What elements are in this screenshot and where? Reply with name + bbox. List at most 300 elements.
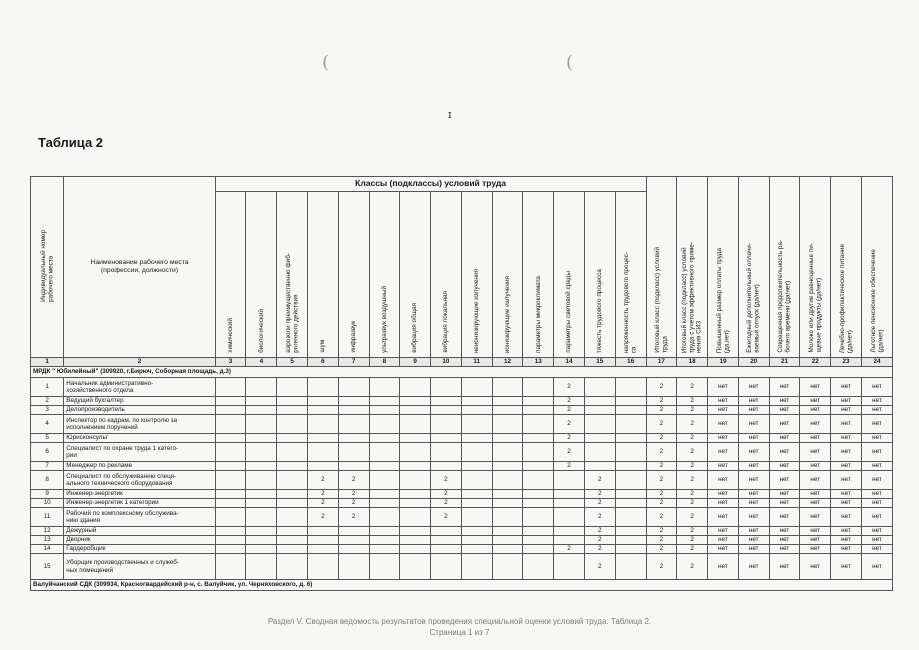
cell-benefit: нет xyxy=(769,508,800,527)
cell-class xyxy=(400,406,431,415)
cell-class xyxy=(523,378,554,397)
cell-final-class: 2 xyxy=(646,499,677,508)
cell-class xyxy=(554,490,585,499)
column-number: 1 xyxy=(31,358,64,367)
header-cell-factor xyxy=(615,192,646,358)
cell-benefit: нет xyxy=(861,434,892,443)
cell-benefit: нет xyxy=(769,406,800,415)
cell-final-class: 2 xyxy=(646,508,677,527)
cell-class: 2 xyxy=(554,443,585,462)
organization-row xyxy=(31,367,893,378)
cell-final-class: 2 xyxy=(646,545,677,554)
cell-class xyxy=(400,508,431,527)
column-number: 18 xyxy=(677,358,708,367)
cell-class xyxy=(615,462,646,471)
cell-class: 2 xyxy=(554,434,585,443)
cell-benefit: нет xyxy=(800,434,831,443)
cell-final-class: 2 xyxy=(646,434,677,443)
cell-class: 2 xyxy=(431,471,462,490)
cell-class xyxy=(338,415,369,434)
cell-benefit: нет xyxy=(800,545,831,554)
cell-class xyxy=(584,406,615,415)
cell-benefit: нет xyxy=(831,443,862,462)
header-cell-extra xyxy=(861,177,892,358)
cell-id: 1 xyxy=(31,378,64,397)
cell-class: 2 xyxy=(431,490,462,499)
cell-id: 5 xyxy=(31,434,64,443)
cell-class xyxy=(277,536,308,545)
cell-name: Менеджер по рекламе xyxy=(64,462,215,471)
column-number: 22 xyxy=(800,358,831,367)
cell-class xyxy=(215,415,246,434)
cell-class xyxy=(431,545,462,554)
header-cell-extra xyxy=(646,177,677,358)
cell-class xyxy=(307,415,338,434)
cell-final-class: 2 xyxy=(646,397,677,406)
cell-benefit: нет xyxy=(831,554,862,580)
cell-id: 2 xyxy=(31,397,64,406)
table-row xyxy=(31,508,893,527)
cell-class xyxy=(492,462,523,471)
cell-class xyxy=(523,397,554,406)
column-number: 4 xyxy=(246,358,277,367)
cell-name: Специалист по обслуживанию специ- ального технического оборудования xyxy=(64,471,215,490)
cell-id: 7 xyxy=(31,462,64,471)
cell-benefit: нет xyxy=(831,536,862,545)
cell-class xyxy=(246,462,277,471)
cell-class xyxy=(369,545,400,554)
organization-name: МРДК " Юбилейный" (309920, г.Бирюч, Соборная площадь, д.3) xyxy=(31,367,893,378)
cell-class: 2 xyxy=(584,527,615,536)
cell-id: 3 xyxy=(31,406,64,415)
column-number: 21 xyxy=(769,358,800,367)
cell-class xyxy=(215,536,246,545)
cell-class xyxy=(461,434,492,443)
cell-benefit: нет xyxy=(769,443,800,462)
cell-class xyxy=(554,499,585,508)
cell-benefit: нет xyxy=(769,434,800,443)
cell-benefit: нет xyxy=(831,434,862,443)
header-label: инфразвук xyxy=(349,321,357,353)
cell-class xyxy=(338,462,369,471)
cell-benefit: нет xyxy=(769,545,800,554)
cell-class xyxy=(431,397,462,406)
cell-class xyxy=(615,545,646,554)
cell-class xyxy=(523,443,554,462)
cell-class xyxy=(307,378,338,397)
column-number: 23 xyxy=(831,358,862,367)
cell-class xyxy=(615,471,646,490)
header-cell-factor xyxy=(400,192,431,358)
cell-class xyxy=(523,545,554,554)
footer-page-number: Страница 1 из 7 xyxy=(429,628,490,637)
cell-benefit: нет xyxy=(831,406,862,415)
cell-class xyxy=(615,499,646,508)
cell-benefit: нет xyxy=(800,554,831,580)
cell-benefit: нет xyxy=(769,499,800,508)
column-number: 8 xyxy=(369,358,400,367)
cell-name: Гардеробщик xyxy=(64,545,215,554)
cell-class xyxy=(246,545,277,554)
cell-class xyxy=(369,527,400,536)
cell-class: 2 xyxy=(338,508,369,527)
header-label: параметры световой среды xyxy=(565,271,573,353)
cell-class xyxy=(246,554,277,580)
cell-class: 2 xyxy=(584,536,615,545)
cell-class xyxy=(338,545,369,554)
cell-benefit: нет xyxy=(831,415,862,434)
cell-class xyxy=(307,462,338,471)
cell-class xyxy=(523,536,554,545)
cell-class xyxy=(461,508,492,527)
cell-benefit: нет xyxy=(800,378,831,397)
cell-class: 2 xyxy=(307,490,338,499)
cell-benefit: нет xyxy=(738,406,769,415)
cell-final-class-siz: 2 xyxy=(677,415,708,434)
cell-class xyxy=(461,471,492,490)
footer-caption: Раздел V. Сводная ведомость результатов проведения специальной оценки условий труда. Таблица 2. xyxy=(267,617,652,626)
cell-class xyxy=(338,406,369,415)
cell-benefit: нет xyxy=(738,471,769,490)
cell-class xyxy=(615,397,646,406)
cell-benefit: нет xyxy=(708,434,739,443)
cell-benefit: нет xyxy=(861,443,892,462)
cell-class xyxy=(615,536,646,545)
punch-hole-mark: ( xyxy=(566,52,574,73)
table-row xyxy=(31,443,893,462)
header-cell-factor xyxy=(338,192,369,358)
cell-class xyxy=(215,545,246,554)
cell-class xyxy=(492,406,523,415)
cell-class xyxy=(584,378,615,397)
header-cell-name: Наименование рабочего места (профессии, должности) xyxy=(64,177,215,358)
cell-class: 2 xyxy=(307,508,338,527)
cell-class xyxy=(369,499,400,508)
cell-class xyxy=(461,545,492,554)
cell-benefit: нет xyxy=(769,554,800,580)
cell-class xyxy=(492,443,523,462)
cell-benefit: нет xyxy=(738,536,769,545)
table-title: Таблица 2 xyxy=(38,135,104,150)
cell-benefit: нет xyxy=(738,490,769,499)
cell-class xyxy=(400,378,431,397)
header-label: напряженность трудового процес- са xyxy=(623,251,638,353)
header-label: Индивидуальный номер рабочего места xyxy=(39,229,55,302)
cell-final-class: 2 xyxy=(646,554,677,580)
cell-benefit: нет xyxy=(861,499,892,508)
cell-benefit: нет xyxy=(738,443,769,462)
column-number: 17 xyxy=(646,358,677,367)
cell-class xyxy=(369,508,400,527)
table-row xyxy=(31,434,893,443)
cell-class xyxy=(215,406,246,415)
cell-class xyxy=(400,499,431,508)
cell-benefit: нет xyxy=(861,406,892,415)
cell-class xyxy=(307,536,338,545)
table-row xyxy=(31,415,893,434)
table-row xyxy=(31,397,893,406)
cell-class xyxy=(277,508,308,527)
cell-class xyxy=(461,462,492,471)
header-label: Молоко или другие равноценные пи- щевые продукты (да/нет) xyxy=(807,243,823,353)
cell-class xyxy=(246,415,277,434)
cell-class xyxy=(277,471,308,490)
cell-benefit: нет xyxy=(831,499,862,508)
column-number: 15 xyxy=(584,358,615,367)
cell-class xyxy=(246,397,277,406)
cell-final-class: 2 xyxy=(646,490,677,499)
cell-benefit: нет xyxy=(800,406,831,415)
cell-class xyxy=(215,434,246,443)
header-cell-factor xyxy=(554,192,585,358)
cell-class xyxy=(461,397,492,406)
cell-class xyxy=(523,434,554,443)
cell-benefit: нет xyxy=(831,490,862,499)
cell-class xyxy=(461,378,492,397)
header-cell-factor xyxy=(461,192,492,358)
cell-benefit: нет xyxy=(831,471,862,490)
cell-class xyxy=(369,462,400,471)
cell-final-class-siz: 2 xyxy=(677,490,708,499)
cell-benefit: нет xyxy=(769,536,800,545)
cell-class xyxy=(277,434,308,443)
header-label: тяжесть трудового процесса xyxy=(596,268,604,353)
cell-benefit: нет xyxy=(861,490,892,499)
cell-class xyxy=(215,527,246,536)
cell-class xyxy=(431,378,462,397)
cell-class xyxy=(584,434,615,443)
column-number-row xyxy=(31,358,893,367)
cell-name: Делопроизводитель xyxy=(64,406,215,415)
header-cell-factor xyxy=(431,192,462,358)
cell-benefit: нет xyxy=(861,554,892,580)
cell-benefit: нет xyxy=(800,508,831,527)
cell-class xyxy=(523,406,554,415)
cell-id: 9 xyxy=(31,490,64,499)
cell-class xyxy=(461,554,492,580)
cell-id: 15 xyxy=(31,554,64,580)
cell-benefit: нет xyxy=(800,499,831,508)
cell-class xyxy=(523,415,554,434)
cell-class: 2 xyxy=(554,378,585,397)
cell-benefit: нет xyxy=(769,471,800,490)
cell-benefit: нет xyxy=(831,545,862,554)
cell-class xyxy=(369,490,400,499)
cell-benefit: нет xyxy=(769,378,800,397)
cell-class: 2 xyxy=(584,499,615,508)
column-number: 11 xyxy=(461,358,492,367)
cell-benefit: нет xyxy=(738,434,769,443)
cell-final-class-siz: 2 xyxy=(677,397,708,406)
cell-class xyxy=(431,462,462,471)
cell-benefit: нет xyxy=(708,443,739,462)
cell-class xyxy=(400,415,431,434)
cell-class xyxy=(277,554,308,580)
cell-class xyxy=(400,490,431,499)
cell-class xyxy=(431,443,462,462)
cell-final-class: 2 xyxy=(646,443,677,462)
cell-benefit: нет xyxy=(738,508,769,527)
cell-class xyxy=(277,406,308,415)
punch-hole-mark: ( xyxy=(322,52,330,73)
cell-class xyxy=(277,499,308,508)
cell-benefit: нет xyxy=(738,462,769,471)
cell-class xyxy=(215,490,246,499)
cell-class xyxy=(400,397,431,406)
header-cell-factor xyxy=(523,192,554,358)
cell-class xyxy=(338,536,369,545)
header-label: Итоговый класс (подкласс) условий труда с учетом эффективного приме- нения СИЗ xyxy=(681,241,703,353)
cell-final-class: 2 xyxy=(646,415,677,434)
table-row xyxy=(31,471,893,490)
cell-class xyxy=(523,554,554,580)
cell-class xyxy=(246,378,277,397)
cell-class xyxy=(615,490,646,499)
cell-final-class-siz: 2 xyxy=(677,508,708,527)
cell-class xyxy=(584,397,615,406)
cell-id: 10 xyxy=(31,499,64,508)
column-number: 16 xyxy=(615,358,646,367)
cell-class xyxy=(215,462,246,471)
cell-class xyxy=(615,508,646,527)
column-number: 5 xyxy=(277,358,308,367)
cell-id: 4 xyxy=(31,415,64,434)
cell-class xyxy=(615,415,646,434)
header-cell-extra xyxy=(831,177,862,358)
cell-class xyxy=(584,415,615,434)
cell-benefit: нет xyxy=(831,378,862,397)
cell-benefit: нет xyxy=(708,462,739,471)
cell-class xyxy=(400,536,431,545)
cell-class xyxy=(338,378,369,397)
cell-class xyxy=(554,527,585,536)
cell-class: 2 xyxy=(554,415,585,434)
header-label: аэрозоли преимущественно фиб- рогенного действия xyxy=(284,253,300,353)
cell-class xyxy=(338,434,369,443)
header-label: вибрация локальная xyxy=(442,291,450,353)
cell-class xyxy=(584,443,615,462)
column-number: 3 xyxy=(215,358,246,367)
header-cell-factor xyxy=(277,192,308,358)
cell-class xyxy=(369,554,400,580)
cell-class xyxy=(523,527,554,536)
cell-benefit: нет xyxy=(738,415,769,434)
cell-class xyxy=(492,490,523,499)
table-row xyxy=(31,490,893,499)
cell-class xyxy=(615,443,646,462)
header-cell-id xyxy=(31,177,64,358)
header-cell-factor xyxy=(307,192,338,358)
cell-final-class: 2 xyxy=(646,536,677,545)
header-label: Итоговый класс (подкласс) условий труда xyxy=(654,246,669,353)
cell-class: 2 xyxy=(307,471,338,490)
column-number: 9 xyxy=(400,358,431,367)
cell-benefit: нет xyxy=(861,415,892,434)
cell-benefit: нет xyxy=(861,471,892,490)
header-cell-factor xyxy=(584,192,615,358)
cell-benefit: нет xyxy=(800,471,831,490)
cell-benefit: нет xyxy=(708,406,739,415)
cell-class xyxy=(492,545,523,554)
cell-class xyxy=(554,508,585,527)
cell-class: 2 xyxy=(338,490,369,499)
cell-name: Инспектор по кадрам, по контролю за исполнением поручений xyxy=(64,415,215,434)
cell-id: 6 xyxy=(31,443,64,462)
cell-benefit: нет xyxy=(831,462,862,471)
header-label: ультразвук воздушный xyxy=(380,285,388,353)
cell-class xyxy=(369,536,400,545)
cell-class xyxy=(461,490,492,499)
cell-class xyxy=(215,443,246,462)
cell-name: Уборщик производственных и служеб- ных помещений xyxy=(64,554,215,580)
cell-name: Ведущий бухгалтер xyxy=(64,397,215,406)
cell-class xyxy=(307,397,338,406)
cell-class xyxy=(277,397,308,406)
cell-id: 12 xyxy=(31,527,64,536)
cell-benefit: нет xyxy=(738,545,769,554)
cell-benefit: нет xyxy=(708,536,739,545)
cell-class xyxy=(431,415,462,434)
cell-class xyxy=(338,554,369,580)
cell-class xyxy=(369,397,400,406)
organization-name: Валуйчанский СДК (309934, Красногвардейский р-н, с. Валуйчик, ул. Черняховского, д. 6) xyxy=(31,580,893,591)
cell-class xyxy=(307,406,338,415)
cell-benefit: нет xyxy=(800,527,831,536)
cell-class xyxy=(369,471,400,490)
cell-class xyxy=(554,536,585,545)
cell-benefit: нет xyxy=(769,490,800,499)
column-number: 6 xyxy=(307,358,338,367)
cell-class xyxy=(492,471,523,490)
cell-class xyxy=(400,554,431,580)
cell-class: 2 xyxy=(584,545,615,554)
header-label: Сокращенная продолжительность ра- бочего времени (да/нет) xyxy=(777,240,792,353)
cell-class xyxy=(492,527,523,536)
cell-class xyxy=(615,527,646,536)
cell-benefit: нет xyxy=(708,508,739,527)
cell-final-class-siz: 2 xyxy=(677,443,708,462)
cell-benefit: нет xyxy=(708,471,739,490)
cell-class: 2 xyxy=(338,471,369,490)
cell-class xyxy=(246,536,277,545)
cell-class xyxy=(369,443,400,462)
cell-class xyxy=(615,406,646,415)
cell-id: 8 xyxy=(31,471,64,490)
cell-class xyxy=(307,434,338,443)
cell-name: Дворник xyxy=(64,536,215,545)
cell-class xyxy=(461,406,492,415)
header-label: вибрация общая xyxy=(411,303,419,353)
cell-class: 2 xyxy=(431,499,462,508)
cell-benefit: нет xyxy=(831,527,862,536)
cell-class xyxy=(246,406,277,415)
cell-class xyxy=(277,443,308,462)
cell-benefit: нет xyxy=(769,415,800,434)
cell-benefit: нет xyxy=(800,415,831,434)
cell-class xyxy=(277,378,308,397)
header-classes-title: Классы (подклассы) условий труда xyxy=(215,177,646,192)
scan-speck: ɪ xyxy=(448,108,452,121)
cell-class xyxy=(584,462,615,471)
table-row xyxy=(31,406,893,415)
cell-class xyxy=(215,499,246,508)
column-number: 2 xyxy=(64,358,215,367)
column-number: 14 xyxy=(554,358,585,367)
organization-row xyxy=(31,580,893,591)
cell-class xyxy=(554,554,585,580)
cell-class xyxy=(246,471,277,490)
cell-name: Специалист по охране труда 1 катего- рии xyxy=(64,443,215,462)
